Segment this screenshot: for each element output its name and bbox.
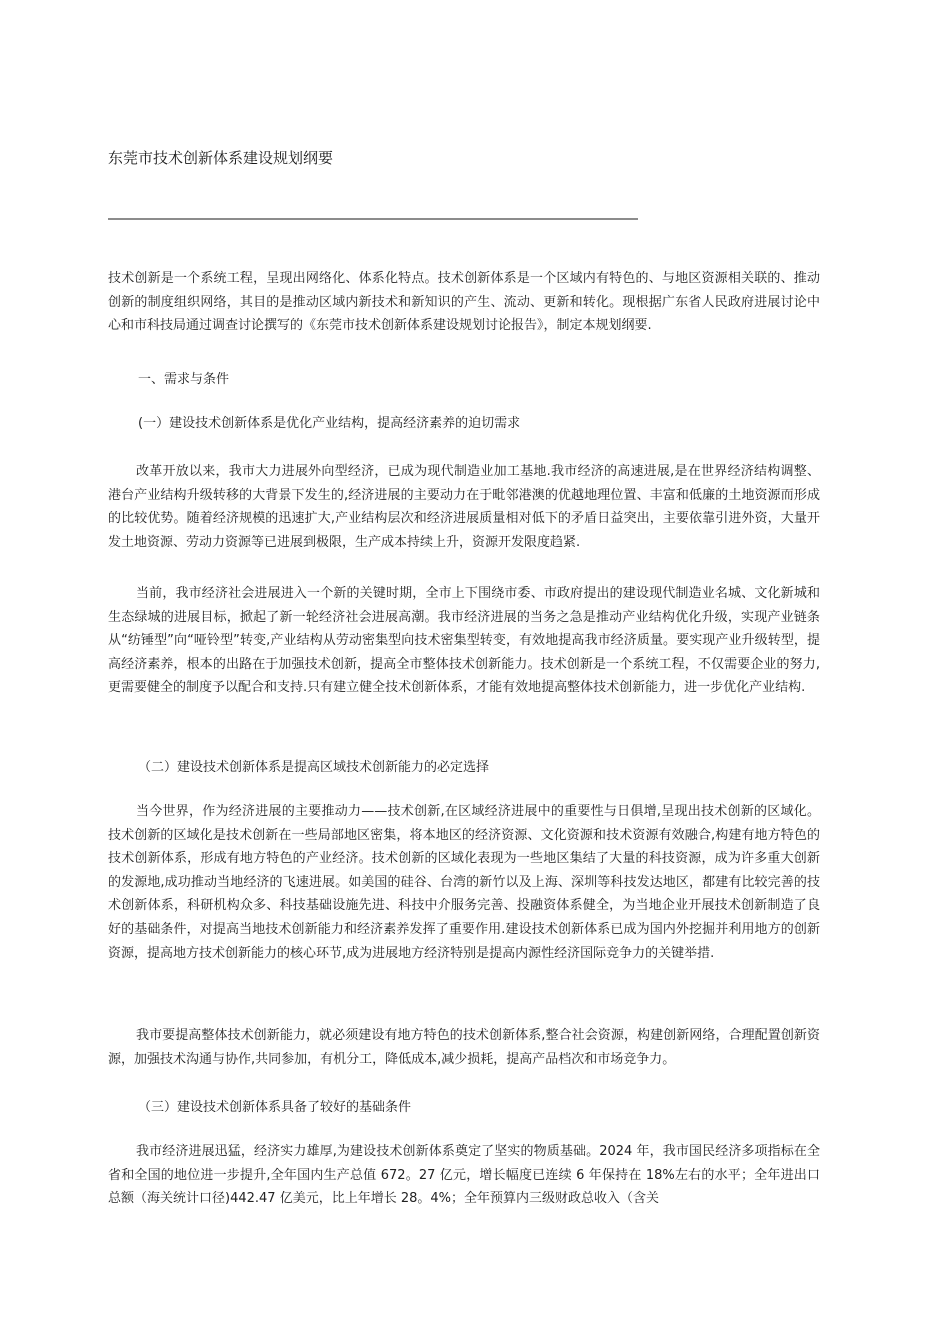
- paragraph-sub1-2: 当前，我市经济社会进展进入一个新的关键时期，全市上下围绕市委、市政府提出的建设现代制造业名城、文化新城和生态绿城的进展目标，掀起了新一轮经济社会进展高潮。我市经济进展的当务之急是推动产业结构优化升级，实现产业链条从“纺锤型”向“哑铃型”转变,产业结构从劳动密集型向技术密集型转变，有效地提高我市经济质量。要实现产业升级转型，提高经济素养，根本的出路在于加强技术创新，提高全市整体技术创新能力。技术创新是一个系统工程，不仅需要企业的努力,更需要健全的制度予以配合和支持.只有建立健全技术创新体系，才能有效地提高整体技术创新能力，进一步优化产业结构.: [108, 586, 820, 696]
- section-heading-1: 一、需求与条件: [138, 372, 230, 387]
- subsection-heading-1: (一）建设技术创新体系是优化产业结构，提高经济素养的迫切需求: [138, 416, 521, 431]
- title-divider: [108, 218, 638, 220]
- paragraph-sub2-1: 当今世界，作为经济进展的主要推动力——技术创新,在区域经济进展中的重要性与日俱增,呈现出技术创新的区域化。技术创新的区域化是技术创新在一些局部地区密集，将本地区的经济资源、文化资源和技术资源有效融合,构建有地方特色的技术创新体系，形成有地方特色的产业经济。技术创新的区域化表现为一些地区集结了大量的科技资源，成为许多重大创新的发源地,成功推动当地经济的飞速进展。如美国的硅谷、台湾的新竹以及上海、深圳等科技发达地区，都建有比较完善的技术创新体系，科研机构众多、科技基础设施先进、科技中介服务完善、投融资体系健全，为当地企业开展技术创新制造了良好的基础条件，对提高当地技术创新能力和经济素养发挥了重要作用.建设技术创新体系已成为国内外挖掘并利用地方的创新资源，提高地方技术创新能力的核心环节,成为进展地方经济特别是提高内源性经济国际竞争力的关键举措.: [108, 804, 820, 961]
- subsection-heading-3: （三）建设技术创新体系具备了较好的基础条件: [138, 1100, 412, 1115]
- subsection-heading-2: （二）建设技术创新体系是提高区域技术创新能力的必定选择: [138, 760, 490, 775]
- intro-paragraph: 技术创新是一个系统工程，呈现出网络化、体系化特点。技术创新体系是一个区域内有特色的、与地区资源相关联的、推动创新的制度组织网络，其目的是推动区域内新技术和新知识的产生、流动、更新和转化。现根据广东省人民政府进展讨论中心和市科技局通过调查讨论撰写的《东莞市技术创新体系建设规划讨论报告》，制定本规划纲要.: [108, 271, 820, 334]
- document-title: 东莞市技术创新体系建设规划纲要: [108, 149, 334, 167]
- paragraph-sub1-1: 改革开放以来，我市大力进展外向型经济，已成为现代制造业加工基地.我市经济的高速进展,是在世界经济结构调整、港台产业结构升级转移的大背景下发生的,经济进展的主要动力在于毗邻港澳的优越地理位置、丰富和低廉的土地资源而形成的比较优势。随着经济规模的迅速扩大,产业结构层次和经济进展质量相对低下的矛盾日益突出，主要依靠引进外资，大量开发土地资源、劳动力资源等已进展到极限，生产成本持续上升，资源开发限度趋紧.: [108, 464, 820, 550]
- paragraph-sub2-2: 我市要提高整体技术创新能力，就必须建设有地方特色的技术创新体系,整合社会资源，构建创新网络，合理配置创新资源，加强技术沟通与协作,共同参加，有机分工，降低成本,减少损耗，提高产品档次和市场竞争力。: [108, 1028, 820, 1067]
- paragraph-sub3-1: 我市经济进展迅猛，经济实力雄厚,为建设技术创新体系奠定了坚实的物质基础。2024 年，我市国民经济多项指标在全省和全国的地位进一步提升,全年国内生产总值 672。27 亿元，增长幅度已连续 6 年保持在 18%左右的水平；全年进出口总额（海关统计口径)442.47 亿美元，比上年增长 28。4%；全年预算内三级财政总收入（含关: [108, 1144, 820, 1207]
